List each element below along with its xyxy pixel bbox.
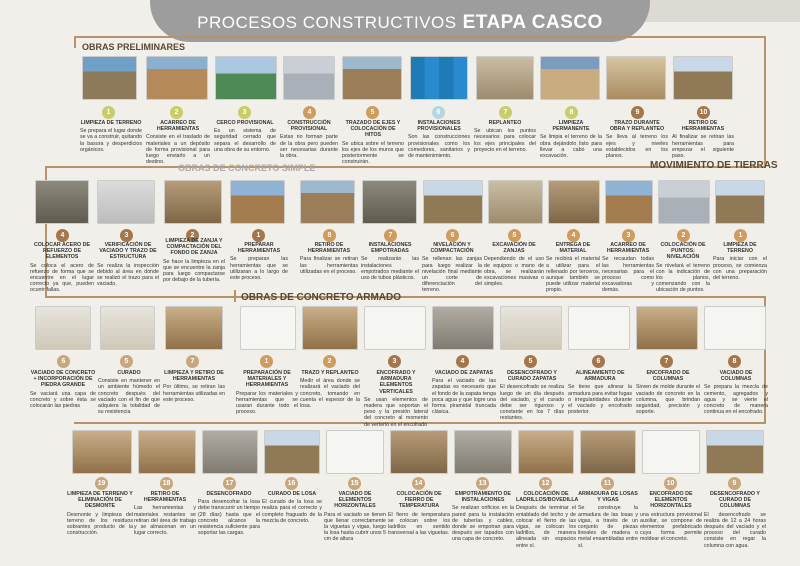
step-number: 3 [388,355,401,368]
step-photo [673,56,733,100]
step-card: ARMADURA DE LOSAS Y VIGAS Se construye la armadura de las losas y vigas, a través de un conjunto de piezas lineales de madera o metal ensambladas entre sí. [578,491,638,549]
step-card: ENCOFRADO DE COLUMNAS Sirven de molde durante el vaciado de concreto en la columna, que brindan seguridad, precisión y soporte. [636,370,700,416]
step-number: 17 [223,477,236,490]
step-number: 5 [524,355,537,368]
step-number: 5 [120,355,133,368]
step-photo [202,430,258,474]
step-card: TRAZADO DE EJES Y COLOCACIÓN DE HITOS Se ubica sobre el terreno los ejes de los muros que posteriormente se construirán. [342,120,404,166]
step-number: 2 [170,106,183,119]
step-number: 7 [499,106,512,119]
step-photo [364,306,426,350]
page-title: PROCESOS CONSTRUCTIVOS ETAPA CASCO [197,12,603,33]
step-number: 8 [323,229,336,242]
step-photo [300,180,355,224]
step-photo [82,56,137,100]
step-number: 3 [120,229,133,242]
step-number: 6 [446,229,459,242]
step-card: CURADO Consiste en mantener en un ambiente húmedo el concreto después del vaciado con el fin de que adquiera la totalidad de su resistencia [98,370,160,416]
step-photo [540,56,600,100]
step-number: 10 [697,106,710,119]
step-card: INSTALACIONES PROVISIONALES Son las construcciones provisionales como los comedores, sanitarios y de mantenimiento. [408,120,470,160]
step-photo [230,180,285,224]
step-number: 12 [539,477,552,490]
step-card: TRAZO DURANTE OBRA Y REPLANTEO Se lleva al terreno los ejes y niveles establecidos en los planos. [606,120,668,160]
step-photo [605,180,653,224]
step-number: 18 [160,477,173,490]
step-card: EMPOTRAMIENTO DE INSTALACIONES Se realizan orificios en la pared para la instalación de tuberías y cables, donde se empotran para después ser tapados con una capa de concreto. [452,491,514,543]
step-card: DESENCOFRADO Y CURADO ZAPATAS El desencofrado se realiza luego de un día después del vaciado, y el curado debe ser riguroso y constante en los 7 días restantes. [500,370,564,422]
step-photo [283,56,335,100]
step-number: 3 [622,229,635,242]
step-photo [410,56,468,100]
step-card: VACIADO DE COLUMNAS Se prepara la mezcla de cemento, agregados y agua y se vierte el concreto de manera continua en el encofrado. [704,370,768,416]
step-photo [165,306,223,350]
step-photo [423,180,483,224]
step-photo [362,180,417,224]
step-card: DESENCOFRADO Para desencofrar la losa debe transcurrir un tiempo (28 días) hasta que el concreto alcance la resistencia suficiente para soportar las cargas. [198,491,260,537]
step-number: 1 [260,355,273,368]
step-card: LIMPIEZA DE TERRENO Se prepara el lugar donde se va a construir, quitando la basura y desperdicios orgánicos. [80,120,142,153]
step-card: COLOCACIÓN DE PUNTOS: NIVELACIÓN Se nivelará el terreno con la indicación de los planos, comenzando con la ubicación de puntos. [656,242,710,294]
step-photo [97,180,155,224]
step-card: ACARREO DE HERRAMIENTAS Se recaudan todas las herramientas necesarias para el proceso como excavadoras y demás. [602,242,654,294]
step-card: LIMPIEZA DE TERRENO Y ELIMINACIÓN DE DESMONTE Desmonte y limpieza del terreno de los residuos sobrantes producto de la construcción. [67,491,133,537]
step-card: RETIRO DE HERRAMIENTAS Para finalizar se retiran las herramientas utilizadas en el proceso. [300,242,358,275]
step-photo [476,56,534,100]
step-card: COLOCACIÓN DE LADRILLOS/BOVEDILLA Después de terminar el entablado del techo y de colocar el fierro de las vigas, se colocan los ladrillos, de manera alineada sin espacios entre sí. [516,491,579,549]
step-card: ENCOFRADO Y ARMADURA ELEMENTOS VERTICALES Se usan elementos de madera que soportan el peso y la presión lateral del concreto al momento de verterlo en el encofrado [364,370,428,428]
step-number: 19 [95,477,108,490]
step-card: VACIADO DE ZAPATAS Para el vaciado de las zapatas es necesario que el fondo de la zapata tenga poca agua y que logre una forma piramidal truncada clásica. [432,370,496,416]
step-number: 5 [508,229,521,242]
step-card: LIMPIEZA DE ZANJA Y COMPACTACIÓN DEL FONDO DE ZANJA Se hace la limpieza en el que se encuentre la zanja para luego compactarse por debajo de la tubería. [163,238,225,284]
step-photo [342,56,402,100]
step-photo [35,306,91,350]
step-photo [215,56,277,100]
step-photo [706,430,764,474]
step-number: 1 [252,229,265,242]
step-photo [636,306,698,350]
step-number: 9 [631,106,644,119]
timeline-rail [74,36,764,38]
step-number: 9 [728,477,741,490]
step-number: 5 [366,106,379,119]
step-photo [432,306,494,350]
step-photo [100,306,155,350]
step-card: COLOCAR ACERO DE REFUERZO DE ELEMENTOS Se coloca el acero de refuerzo de forma que se encuentre en el lugar correcto ya que, pueden ocurrir fallas. [30,242,94,294]
step-photo [658,180,710,224]
section-title-concreto-simple: OBRAS DE CONCRETO SIMPLE [178,163,316,173]
step-card: PREPARAR HERRAMIENTAS Se preparan las herramientas que se utilizaran a lo largo de este proceso. [230,242,288,282]
step-number: 4 [567,229,580,242]
step-photo [704,306,766,350]
step-number: 2 [677,229,690,242]
step-card: VACIADO DE CONCRETO + INCORPORACIÓN DE PIEDRA GRANDE Se vaciará una capa de concreto y sobre ésta se colocarán las piedras [30,370,96,410]
step-card: CERCO PROVISIONAL Es un sistema de seguridad cerrado que separa el desarrollo de una obra de su entorno. [214,120,276,153]
step-card: VERIFICACIÓN DE VACIADO Y TRAZO DE ESTRUCTURA Se realiza la inspección debido al área en donde se realizó el trazo para el vaciado. [97,242,159,288]
step-number: 6 [57,355,70,368]
step-card: COLOCACIÓN DE FIERRO DE TEMPERATURA El fierro de temperatura se colocan sobre los ladrillos en sentido transversal a las viguetas. [388,491,450,537]
step-card: TRAZO Y REPLANTEO Medir el área donde se realizará el vaciado del concreto, tomando en cuenta el espesor de la losa. [300,370,360,410]
step-card: EXCAVACIÓN DE ZANJAS Dependiendo de el uso de equipos o mano de obra, se realizarán excavaciones masivas o simples. [484,242,544,288]
step-photo [146,56,208,100]
step-photo [715,180,765,224]
step-number: 11 [601,477,614,490]
step-photo [454,430,512,474]
step-photo [548,180,600,224]
step-card: NIVELACIÓN Y COMPACTACIÓN Se rellenan las zanjas para luego realizar la nivelación final mediante un corte de diferenciación del terreno. [422,242,482,294]
step-number: 16 [285,477,298,490]
step-card: PREPARACIÓN DE MATERIALES Y HERRAMIENTAS Preparar los materiales y herramientas que se usaran durante todo el proceso. [236,370,298,416]
step-number: 4 [456,355,469,368]
step-number: 3 [238,106,251,119]
step-number: 8 [565,106,578,119]
section-title-preliminares: OBRAS PRELIMINARES [82,42,186,52]
step-photo [568,306,630,350]
step-photo [518,430,574,474]
step-card: INSTALACIONES EMPOTRADAS Se realizarán las instalaciones empotrados mediante el uso de tubos plásticos. [361,242,419,282]
section-title-movimiento: MOVIMIENTO DE TIERRAS [650,160,778,171]
step-photo [642,430,700,474]
step-number: 6 [432,106,445,119]
section-title-concreto-armado: OBRAS DE CONCRETO ARMADO [241,292,402,303]
step-photo [500,306,562,350]
step-photo [488,180,543,224]
timeline-rail [45,296,765,298]
step-number: 6 [592,355,605,368]
step-photo [326,430,384,474]
step-number: 7 [186,355,199,368]
step-number: 4 [56,229,69,242]
step-card: LIMPIEZA Y RETIRO DE HERRAMIENTAS Por último, se retiran las herramientas utilizadas en este proceso. [163,370,225,403]
step-card: REPLANTEO Se ubican los puntos necesarios para colocar los ejes principales del proyecto en el terreno. [474,120,536,153]
step-number: 13 [476,477,489,490]
step-photo [580,430,636,474]
step-card: ACARREO DE HERRAMIENTAS Consiste en el traslado de materiales a un depósito de forma provisional para luego enviarlo a un destino. [146,120,210,166]
step-photo [390,430,448,474]
step-card: LIMPIEZA PERMANENTE Se limpia el terreno de la obra dejándolo listo para llevar a cabo una excavación. [540,120,602,160]
step-number: 7 [384,229,397,242]
step-card: RETIRO DE HERRAMIENTAS Las herramientas y materiales restantes se retiran del área de trabajo y se almacenan en un lugar correcto. [134,491,196,537]
step-photo [164,180,222,224]
step-card: DESENCOFRADO Y CURADO DE COLUMNAS El desencofrado se realiza de 12 a 24 horas después del vaciado y el proceso del curado consiste en regar la columna con agua. [704,491,766,549]
timeline-rail [234,290,236,302]
step-number: 8 [728,355,741,368]
step-photo [35,180,89,224]
step-number: 2 [186,229,199,242]
step-photo [264,430,320,474]
step-card: LIMPIEZA DE TERRENO Para iniciar con el proceso, se comienza con una preparación del terreno. [713,242,767,282]
step-number: 14 [412,477,425,490]
step-card: VACIADO DE ELEMENTOS HORIZONTALES Para el vaciado se tienen que llenar correctamente la viguetas y vigas, luego la losa hasta cubrir unos 5 cm de altura [324,491,386,543]
step-card: ALINEAMIENTO DE ARMADURA Se tiene que alinear la armadura para evitar fugas o irregularidades durante el vaciado y encofrado posterior. [568,370,632,416]
step-photo [302,306,358,350]
step-photo [606,56,666,100]
step-card: ENCOFRADO DE ELEMENTOS HORIZONTALES una estructura provisional auxiliar, se compone de elementos prefabricado cuya forma permite moldear el concreto. [640,491,702,543]
step-card: CONSTRUCCIÓN PROVISIONAL Estas no forman parte de la obra pero pueden ser necesarias durante la obra. [280,120,338,160]
step-number: 7 [660,355,673,368]
step-card: RETIRO DE HERRAMIENTAS Al finalizar se retiran las herramientas para empezar el siguiente paso. [672,120,734,160]
step-number: 4 [303,106,316,119]
step-number: 1 [734,229,747,242]
step-photo [138,430,196,474]
step-photo [72,430,132,474]
step-photo [240,306,296,350]
step-number: 2 [323,355,336,368]
step-number: 1 [102,106,115,119]
step-number: 15 [348,477,361,490]
step-card: ENTREGA DE MATERIAL Se recibirá el material a utilizar para el rellenado por terceros, aunque también se puede utilizar material propio. [546,242,600,294]
step-card: CURADO DE LOSA El curado de la losa se realiza para el correcto y completo fraguado de la mezcla de concreto. [262,491,322,524]
timeline-rail [764,36,766,166]
step-number: 10 [664,477,677,490]
